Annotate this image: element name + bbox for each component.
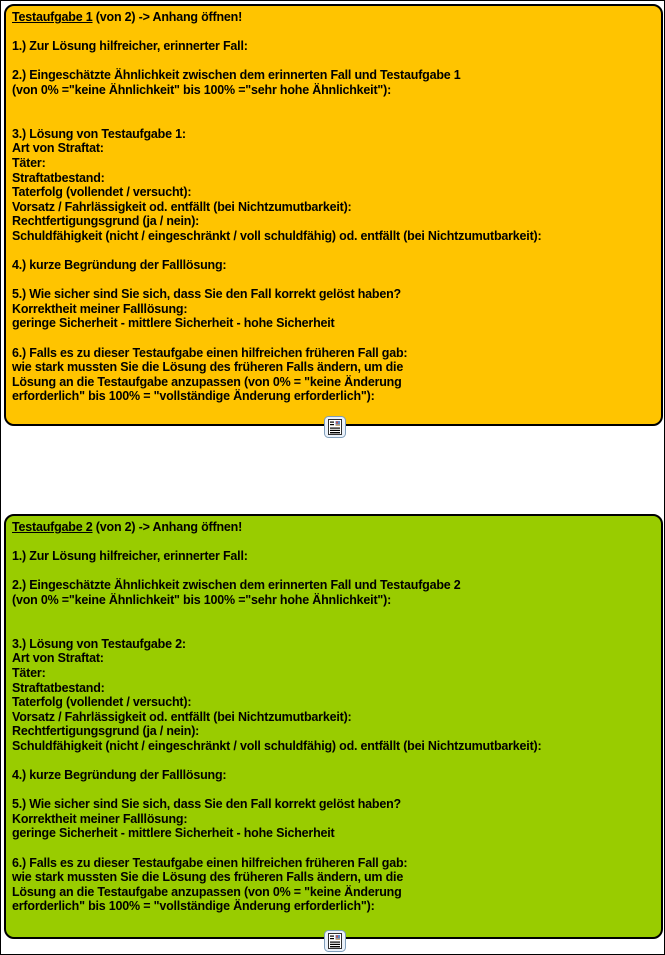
text-line: Schuldfähigkeit (nicht / eingeschränkt / voll schuldfähig) od. entfällt (bei Nichtzumutbarkeit): — [12, 228, 542, 243]
text-line: Art von Straftat: — [12, 141, 104, 156]
text-line: 2.) Eingeschätzte Ähnlichkeit zwischen dem erinnerten Fall und Testaufgabe 2 — [12, 578, 461, 593]
text-line: Vorsatz / Fahrlässigkeit od. entfällt (bei Nichtzumutbarkeit): — [12, 709, 352, 724]
text-line: 2.) Eingeschätzte Ähnlichkeit zwischen dem erinnerten Fall und Testaufgabe 1 — [12, 68, 461, 83]
card-title — [12, 10, 655, 25]
text-line: 6.) Falls es zu dieser Testaufgabe einen hilfreichen früheren Fall gab: — [12, 345, 408, 360]
card-title — [12, 520, 655, 535]
text-line: 5.) Wie sicher sind Sie sich, dass Sie den Fall korrekt gelöst haben? — [12, 797, 401, 812]
text-line: Taterfolg (vollendet / versucht): — [12, 695, 192, 710]
text-line — [12, 783, 655, 798]
text-line: (von 0% ="keine Ähnlichkeit" bis 100% ="sehr hohe Ähnlichkeit"): — [12, 592, 392, 607]
text-line — [12, 112, 655, 127]
text-line — [12, 622, 655, 637]
testaufgabe-2-card — [4, 514, 663, 939]
text-line: 6.) Falls es zu dieser Testaufgabe einen hilfreichen früheren Fall gab: — [12, 855, 408, 870]
text-line: 1.) Zur Lösung hilfreicher, erinnerter Fall: — [12, 549, 248, 564]
text-line — [12, 754, 655, 769]
card-body-lines — [12, 535, 655, 914]
text-line — [12, 54, 655, 69]
text-line: 5.) Wie sicher sind Sie sich, dass Sie den Fall korrekt gelöst haben? — [12, 287, 401, 302]
text-line: 1.) Zur Lösung hilfreicher, erinnerter Fall: — [12, 39, 248, 54]
text-line — [12, 608, 655, 623]
text-line: Rechtfertigungsgrund (ja / nein): — [12, 214, 200, 229]
text-line: geringe Sicherheit - mittlere Sicherheit - hohe Sicherheit — [12, 316, 335, 331]
text-line: Täter: — [12, 155, 46, 170]
text-line: Lösung an die Testaufgabe anzupassen (von 0% = "keine Änderung — [12, 374, 402, 389]
text-line: Korrektheit meiner Falllösung: — [12, 811, 188, 826]
attachment-embedded-document-icon[interactable] — [324, 930, 346, 952]
text-line: Schuldfähigkeit (nicht / eingeschränkt / voll schuldfähig) od. entfällt (bei Nichtzumutbarkeit): — [12, 738, 542, 753]
text-line: erforderlich" bis 100% = "vollständige Änderung erforderlich"): — [12, 389, 375, 404]
text-line: Straftatbestand: — [12, 680, 105, 695]
text-line: Art von Straftat: — [12, 651, 104, 666]
text-line: 3.) Lösung von Testaufgabe 1: — [12, 126, 186, 141]
text-line — [12, 98, 655, 113]
text-line: (von 0% ="keine Ähnlichkeit" bis 100% ="sehr hohe Ähnlichkeit"): — [12, 82, 392, 97]
text-line — [12, 331, 655, 346]
card-title-rest: (von 2) -> Anhang öffnen! — [92, 10, 243, 24]
card-body-lines — [12, 25, 655, 404]
text-line: wie stark mussten Sie die Lösung des früheren Falls ändern, um die — [12, 870, 404, 885]
card-title-rest: (von 2) -> Anhang öffnen! — [92, 520, 243, 534]
card-title-underlined: Testaufgabe 2 — [12, 520, 93, 534]
attachment-embedded-document-icon[interactable] — [324, 416, 346, 438]
text-line: Rechtfertigungsgrund (ja / nein): — [12, 724, 200, 739]
text-line: 3.) Lösung von Testaufgabe 2: — [12, 636, 186, 651]
text-line: wie stark mussten Sie die Lösung des früheren Falls ändern, um die — [12, 360, 404, 375]
text-line — [12, 564, 655, 579]
text-line: Taterfolg (vollendet / versucht): — [12, 185, 192, 200]
card-title-underlined: Testaufgabe 1 — [12, 10, 93, 24]
text-line: Straftatbestand: — [12, 170, 105, 185]
text-line: erforderlich" bis 100% = "vollständige Änderung erforderlich"): — [12, 899, 375, 914]
text-line — [12, 535, 655, 550]
text-line: Korrektheit meiner Falllösung: — [12, 301, 188, 316]
text-line — [12, 273, 655, 288]
testaufgabe-1-card — [4, 4, 663, 426]
text-line: Täter: — [12, 665, 46, 680]
text-line: 4.) kurze Begründung der Falllösung: — [12, 768, 227, 783]
text-line — [12, 25, 655, 40]
text-line: Vorsatz / Fahrlässigkeit od. entfällt (bei Nichtzumutbarkeit): — [12, 199, 352, 214]
text-line: 4.) kurze Begründung der Falllösung: — [12, 258, 227, 273]
text-line: geringe Sicherheit - mittlere Sicherheit - hohe Sicherheit — [12, 826, 335, 841]
text-line — [12, 244, 655, 259]
text-line — [12, 841, 655, 856]
text-line: Lösung an die Testaufgabe anzupassen (von 0% = "keine Änderung — [12, 884, 402, 899]
